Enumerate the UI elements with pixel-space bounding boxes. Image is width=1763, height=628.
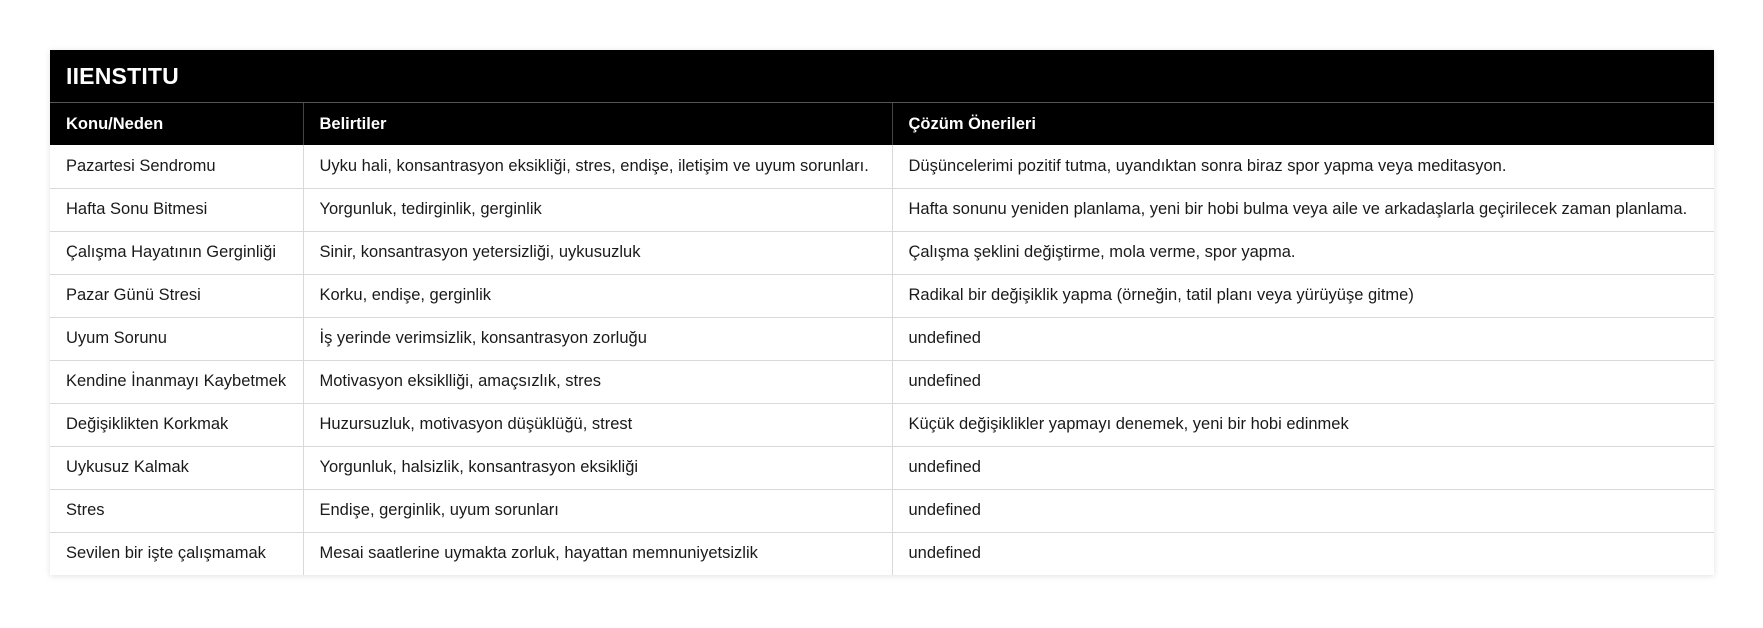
table-body	[50, 145, 1714, 575]
cell-symptoms: İş yerinde verimsizlik, konsantrasyon zorluğu	[303, 317, 892, 360]
header-cell-cozum: Çözüm Önerileri	[892, 103, 1714, 145]
brand-title: IIENSTITU	[50, 50, 1714, 103]
cell-solutions: Hafta sonunu yeniden planlama, yeni bir hobi bulma veya aile ve arkadaşlarla geçirilecek zaman planlama.	[892, 188, 1714, 231]
cell-topic: Sevilen bir işte çalışmamak	[50, 532, 303, 575]
table-row	[50, 274, 1714, 317]
table-row	[50, 446, 1714, 489]
cell-solutions: Radikal bir değişiklik yapma (örneğin, tatil planı veya yürüyüşe gitme)	[892, 274, 1714, 317]
cell-solutions: Küçük değişiklikler yapmayı denemek, yeni bir hobi edinmek	[892, 403, 1714, 446]
table-header	[50, 103, 1714, 145]
header-cell-konu: Konu/Neden	[50, 103, 303, 145]
table-row	[50, 532, 1714, 575]
cell-symptoms: Yorgunluk, tedirginlik, gerginlik	[303, 188, 892, 231]
cell-symptoms: Yorgunluk, halsizlik, konsantrasyon eksikliği	[303, 446, 892, 489]
cell-symptoms: Mesai saatlerine uymakta zorluk, hayattan memnuniyetsizlik	[303, 532, 892, 575]
cell-symptoms: Korku, endişe, gerginlik	[303, 274, 892, 317]
cell-symptoms: Sinir, konsantrasyon yetersizliği, uykusuzluk	[303, 231, 892, 274]
cell-topic: Uyum Sorunu	[50, 317, 303, 360]
header-row	[50, 103, 1714, 145]
cell-topic: Kendine İnanmayı Kaybetmek	[50, 360, 303, 403]
cell-solutions: undefined	[892, 446, 1714, 489]
cell-solutions: undefined	[892, 360, 1714, 403]
cell-solutions: undefined	[892, 489, 1714, 532]
cell-topic: Stres	[50, 489, 303, 532]
cell-solutions: Düşüncelerimi pozitif tutma, uyandıktan sonra biraz spor yapma veya meditasyon.	[892, 145, 1714, 188]
content-table	[50, 103, 1714, 575]
table-row	[50, 403, 1714, 446]
cell-topic: Pazartesi Sendromu	[50, 145, 303, 188]
cell-topic: Uykusuz Kalmak	[50, 446, 303, 489]
cell-symptoms: Huzursuzluk, motivasyon düşüklüğü, strest	[303, 403, 892, 446]
cell-symptoms: Uyku hali, konsantrasyon eksikliği, stres, endişe, iletişim ve uyum sorunları.	[303, 145, 892, 188]
table-row	[50, 360, 1714, 403]
table-row	[50, 145, 1714, 188]
cell-symptoms: Endişe, gerginlik, uyum sorunları	[303, 489, 892, 532]
table-row	[50, 317, 1714, 360]
cell-solutions: undefined	[908, 544, 981, 563]
cell-topic: Değişiklikten Korkmak	[50, 403, 303, 446]
table-row	[50, 231, 1714, 274]
table-row	[50, 188, 1714, 231]
cell-topic: Hafta Sonu Bitmesi	[50, 188, 303, 231]
cell-symptoms: Motivasyon eksiklliği, amaçsızlık, stres	[303, 360, 892, 403]
cell-topic: Pazar Günü Stresi	[50, 274, 303, 317]
cell-solutions: undefined	[892, 317, 1714, 360]
cell-solutions: Çalışma şeklini değiştirme, mola verme, spor yapma.	[892, 231, 1714, 274]
cell-topic: Çalışma Hayatının Gerginliği	[50, 231, 303, 274]
content-table-card	[50, 50, 1714, 575]
table-row	[50, 489, 1714, 532]
header-cell-belirtiler: Belirtiler	[303, 103, 892, 145]
